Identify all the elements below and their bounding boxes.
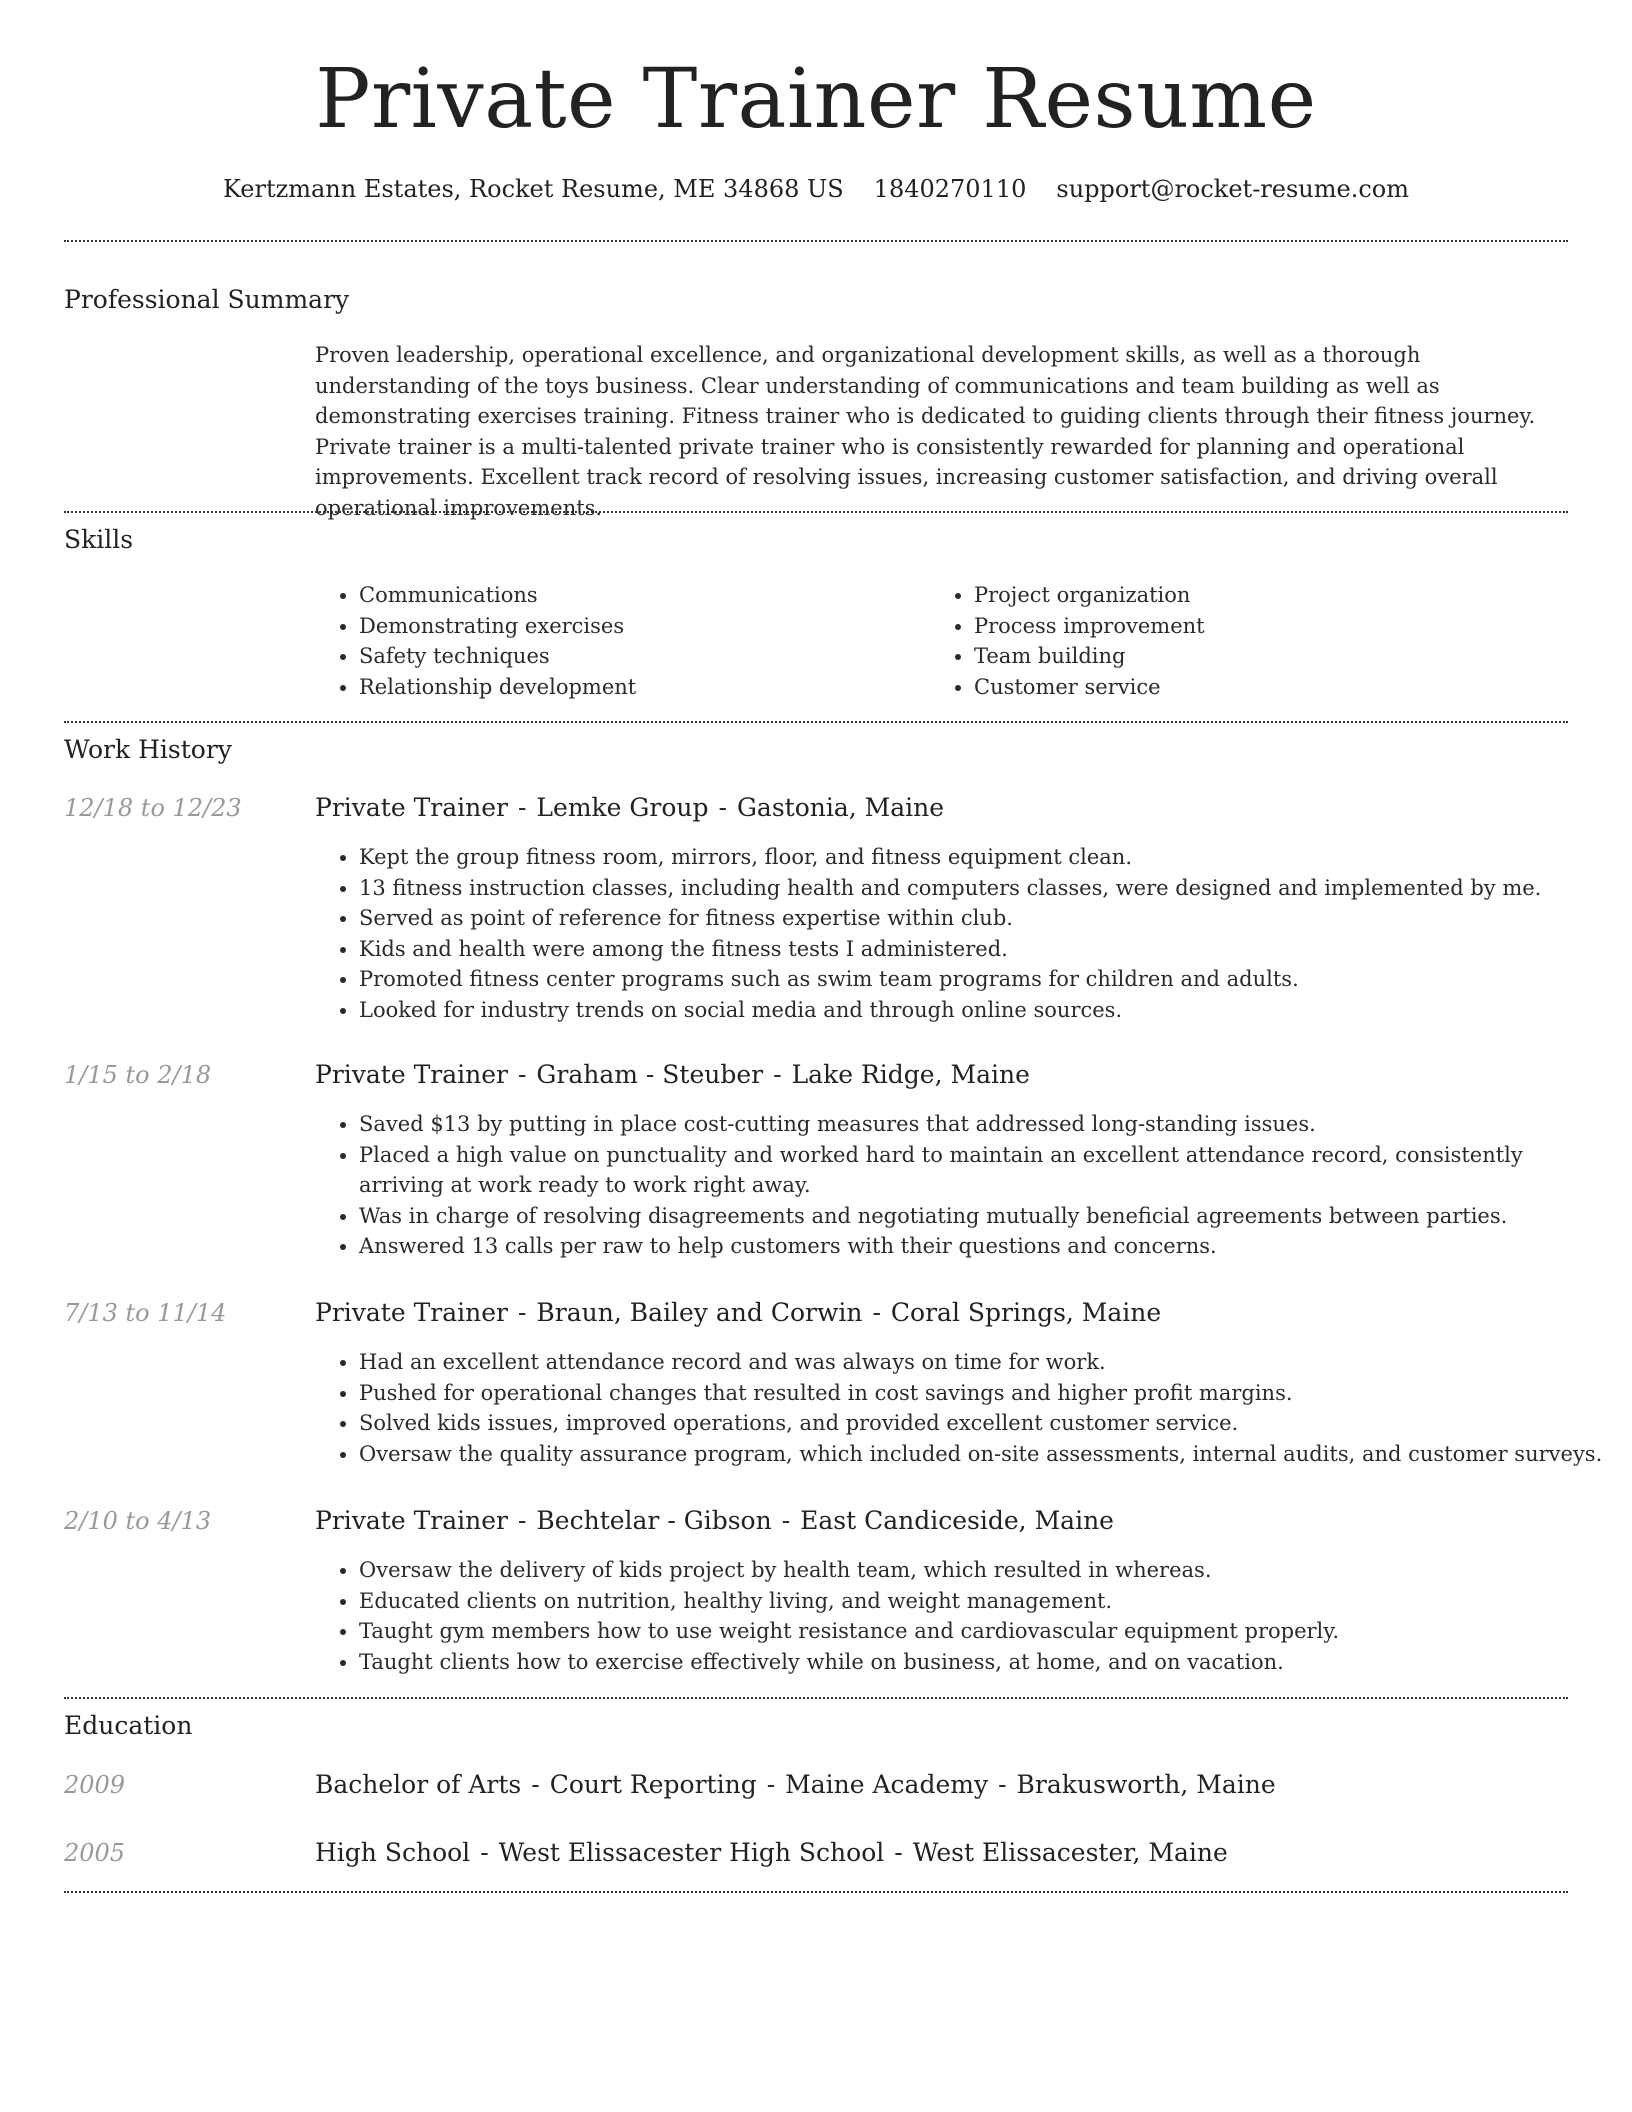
education-year: 2009 — [64, 1771, 126, 1799]
skill-item: • Process improvement — [974, 611, 1574, 642]
education-degree: High School — [315, 1838, 471, 1867]
job-bullet: • Taught clients how to exercise effectively while on business, at home, and on vacation. — [359, 1647, 1609, 1678]
job-bullet: • Saved $13 by putting in place cost-cutting measures that addressed long-standing issues. — [359, 1109, 1609, 1140]
summary-text: Proven leadership, operational excellence, and organizational development skills, as well as a thorough understanding of the toys business. Clear understanding of communications and team building as well as demonstrating exercises training. Fitness trainer who is dedicated to guiding clients through their fitness journey. Private trainer is a multi-talented private trainer who is consistently rewarded for planning and operational improvements. Excellent track record of resolving issues, increasing customer satisfaction, and driving overall operational improvements. — [315, 343, 1536, 520]
skill-item: • Customer service — [974, 672, 1574, 703]
skills-list-right — [930, 580, 1574, 702]
separator: - — [517, 1506, 527, 1535]
job-bullet: • 13 fitness instruction classes, including health and computers classes, were designed and implemented by me. — [359, 873, 1609, 904]
job-company: Lemke Group — [536, 793, 709, 822]
education-field: Court Reporting — [549, 1770, 757, 1799]
contact-line — [0, 172, 1632, 206]
job-bullet: • Answered 13 calls per raw to help customers with their questions and concerns. — [359, 1231, 1609, 1262]
skills-list-left — [315, 580, 919, 702]
job-bullet: • Oversaw the quality assurance program, which included on-site assessments, internal audits, and customer surveys. — [359, 1439, 1609, 1470]
job-company: Bechtelar - Gibson — [536, 1506, 772, 1535]
job-bullets — [315, 842, 1609, 1025]
divider — [64, 721, 1568, 723]
job-bullets — [315, 1109, 1609, 1262]
job-bullet: • Pushed for operational changes that resulted in cost savings and higher profit margins. — [359, 1378, 1609, 1409]
job-title-line — [315, 1504, 1114, 1538]
job-bullet: • Kept the group fitness room, mirrors, floor, and fitness equipment clean. — [359, 842, 1609, 873]
skills-heading: Skills — [64, 525, 134, 554]
skill-item: • Project organization — [974, 580, 1574, 611]
separator: - — [480, 1838, 489, 1867]
job-title-line — [315, 791, 944, 825]
skill-item: • Relationship development — [359, 672, 919, 703]
separator: - — [773, 1060, 782, 1089]
job-bullet: • Oversaw the delivery of kids project by health team, which resulted in whereas. — [359, 1555, 1609, 1586]
job-bullet: • Placed a high value on punctuality and worked hard to maintain an excellent attendance record, consistently arriving at work ready to work right away. — [359, 1140, 1609, 1201]
job-location: East Candiceside, Maine — [800, 1506, 1114, 1535]
job-location: Coral Springs, Maine — [890, 1298, 1162, 1327]
separator: - — [766, 1770, 776, 1799]
job-dates: 2/10 to 4/13 — [64, 1507, 212, 1535]
education-line — [315, 1836, 1228, 1870]
job-title-line — [315, 1058, 1030, 1092]
job-bullet: • Was in charge of resolving disagreements and negotiating mutually beneficial agreements between parties. — [359, 1201, 1609, 1232]
divider — [64, 1697, 1568, 1699]
job-bullet: • Educated clients on nutrition, healthy living, and weight management. — [359, 1586, 1609, 1617]
skill-item: • Communications — [359, 580, 919, 611]
skill-item: • Team building — [974, 641, 1574, 672]
separator: - — [998, 1770, 1007, 1799]
summary-heading: Professional Summary — [64, 285, 350, 314]
job-bullet: • Solved kids issues, improved operations, and provided excellent customer service. — [359, 1408, 1609, 1439]
job-bullet: • Promoted fitness center programs such as swim team programs for children and adults. — [359, 964, 1609, 995]
education-line — [315, 1768, 1276, 1802]
separator: - — [872, 1298, 881, 1327]
education-location: West Elissacester, Maine — [912, 1838, 1228, 1867]
skill-item: • Demonstrating exercises — [359, 611, 919, 642]
divider — [64, 511, 1568, 513]
separator: - — [517, 793, 527, 822]
job-company: Braun, Bailey and Corwin — [536, 1298, 863, 1327]
job-role: Private Trainer — [315, 793, 508, 822]
job-role: Private Trainer — [315, 1060, 508, 1089]
divider — [64, 1891, 1568, 1893]
contact-email[interactable]: support@rocket-resume.com — [1056, 175, 1409, 203]
separator: - — [517, 1298, 527, 1327]
job-location: Lake Ridge, Maine — [791, 1060, 1030, 1089]
separator: - — [781, 1506, 791, 1535]
job-bullet: • Kids and health were among the fitness tests I administered. — [359, 934, 1609, 965]
resume-title: Private Trainer Resume — [315, 52, 1317, 147]
separator: - — [894, 1838, 903, 1867]
education-degree: Bachelor of Arts — [315, 1770, 522, 1799]
job-title-line — [315, 1296, 1161, 1330]
education-location: Brakusworth, Maine — [1016, 1770, 1276, 1799]
job-dates: 1/15 to 2/18 — [64, 1061, 212, 1089]
job-location: Gastonia, Maine — [736, 793, 945, 822]
divider — [64, 240, 1568, 242]
job-role: Private Trainer — [315, 1506, 508, 1535]
job-bullet: • Taught gym members how to use weight resistance and cardiovascular equipment properly. — [359, 1616, 1609, 1647]
job-bullet: • Looked for industry trends on social media and through online sources. — [359, 995, 1609, 1026]
skill-item: • Safety techniques — [359, 641, 919, 672]
education-school: Maine Academy — [785, 1770, 989, 1799]
job-bullet: • Served as point of reference for fitness expertise within club. — [359, 903, 1609, 934]
job-bullets — [315, 1347, 1609, 1469]
separator: - — [517, 1060, 527, 1089]
job-bullet: • Had an excellent attendance record and was always on time for work. — [359, 1347, 1609, 1378]
contact-address: Kertzmann Estates, Rocket Resume, ME 34868 US — [222, 175, 844, 203]
job-bullets — [315, 1555, 1609, 1677]
separator: - — [718, 793, 727, 822]
education-heading: Education — [64, 1711, 193, 1740]
work-history-heading: Work History — [64, 735, 232, 764]
contact-phone: 1840270110 — [873, 175, 1027, 203]
education-year: 2005 — [64, 1839, 126, 1867]
job-dates: 12/18 to 12/23 — [64, 794, 242, 822]
education-school: West Elissacester High School — [498, 1838, 885, 1867]
job-company: Graham - Steuber — [536, 1060, 764, 1089]
separator: - — [531, 1770, 540, 1799]
job-dates: 7/13 to 11/14 — [64, 1299, 227, 1327]
job-role: Private Trainer — [315, 1298, 508, 1327]
